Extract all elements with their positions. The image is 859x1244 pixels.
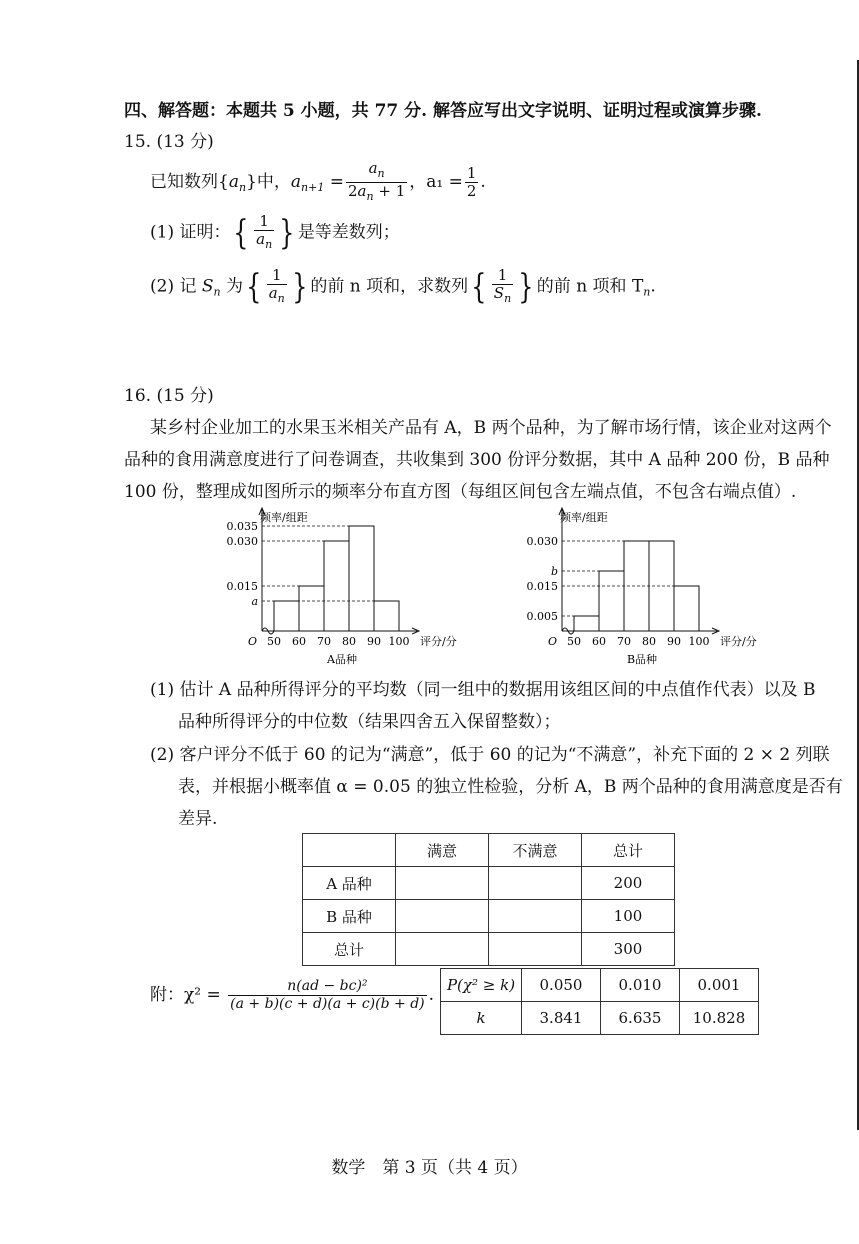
table-cell (396, 867, 489, 900)
origin-label: O (548, 635, 558, 648)
x-tick-label: 60 (292, 635, 306, 648)
y-tick-label: b (550, 565, 558, 578)
x-tick-label: 80 (642, 635, 656, 648)
table-cell: 200 (582, 867, 675, 900)
table-cell: A 品种 (303, 867, 396, 900)
section-header: 四、解答题：本题共 5 小题，共 77 分. 解答应写出文字说明、证明过程或演算步骤. (124, 101, 762, 121)
table-row (303, 933, 675, 966)
bar (349, 526, 374, 631)
q15-half-fraction: $\frac{1}{2}$ (466, 164, 477, 200)
table-row (303, 867, 675, 900)
q16-part2-line2: 表，并根据小概率值 α = 0.05 的独立性检验，分析 A，B 两个品种的食用满意度是否有 (178, 777, 843, 797)
q16-part2-line1: (2) 客户评分不低于 60 的记为“满意”，低于 60 的记为“不满意”，补充下面的 2 × 2 列联 (150, 745, 830, 765)
bar (374, 601, 399, 631)
x-tick-label: 90 (367, 635, 381, 648)
q15-part2-end: . (650, 276, 656, 297)
table-cell: 3.841 (522, 1002, 601, 1035)
table-cell (396, 933, 489, 966)
table-header: 满意 (396, 834, 489, 867)
y-axis-label: 频率/组距 (560, 511, 608, 524)
histogram-b (500, 505, 770, 665)
table-cell: 100 (582, 900, 675, 933)
y-tick-label: 0.015 (226, 580, 258, 593)
table-cell: 0.010 (601, 969, 680, 1002)
bar (574, 616, 599, 631)
q15-number: 15. (13 分) (124, 132, 214, 152)
page-footer: 数学 第 3 页（共 4 页） (331, 1158, 528, 1178)
table-cell: B 品种 (303, 900, 396, 933)
table-header: 不满意 (489, 834, 582, 867)
formula-prefix: 附：χ² = (150, 985, 221, 1005)
q15-recurrence-fraction: $\frac{a_n}{2a_n + 1}$ (348, 159, 406, 203)
table-cell (303, 834, 396, 867)
q15-part2-suffix: 的前 n 项和 T (536, 276, 644, 297)
table-cell (396, 900, 489, 933)
table-cell: k (441, 1002, 522, 1035)
q16-line3: 100 份，整理成如图所示的频率分布直方图（每组区间包含左端点值，不包含右端点值）. (124, 482, 797, 502)
x-axis-label: 评分/分 (420, 635, 457, 648)
table-cell: 0.001 (680, 969, 759, 1002)
q16-part2-line3: 差异. (178, 809, 218, 829)
contingency-table (302, 833, 675, 966)
q15-part1: (1) 证明：{ $\frac{1}{a_n}$ } 是等差数列； (150, 212, 400, 253)
table-cell: 300 (582, 933, 675, 966)
x-tick-label: 70 (317, 635, 331, 648)
q15-stem-mid: 中， (256, 172, 291, 192)
q16-number: 16. (15 分) (124, 386, 214, 406)
y-tick-label: 0.005 (526, 610, 558, 623)
q15-cond-a1: ，a₁ = (409, 172, 463, 192)
x-tick-label: 90 (667, 635, 681, 648)
y-tick-label: 0.035 (226, 520, 258, 533)
origin-label: O (248, 635, 258, 648)
formula-fraction: $\frac{\text{n(ad − bc)²}}{(a + b)(c + d)(a + c)(b + d)}$ (230, 978, 425, 1012)
x-tick-label: 50 (567, 635, 581, 648)
q15-part2-mid2: 的前 n 项和，求数列 (310, 276, 469, 297)
q15-stem-prefix: 已知数列 (150, 172, 218, 192)
q15-period: . (480, 172, 486, 192)
bar (274, 601, 299, 631)
q15-part2: (2) 记 $S_n$ 为{ $\frac{1}{a_n}$ } 的前 n 项和，求数列{ $\frac{1}{S_n}$ } 的前 n 项和 $T_n$. (150, 266, 656, 307)
x-tick-label: 100 (388, 635, 410, 648)
q15-stem: 已知数列$\{a_n\}$中，$a_{n+1}$ = $\frac{a_n}{2a_n + 1}$ ，a₁ = $\frac{1}{2}$ . (150, 159, 486, 203)
table-row (303, 900, 675, 933)
q16-part1-line2: 品种所得评分的中位数（结果四舍五入保留整数）； (178, 712, 561, 732)
x-axis-label: 评分/分 (720, 635, 757, 648)
table-cell (489, 933, 582, 966)
q16-line1: 某乡村企业加工的水果玉米相关产品有 A，B 两个品种，为了解市场行情，该企业对这两个 (150, 418, 832, 438)
table-cell: 10.828 (680, 1002, 759, 1035)
x-tick-label: 80 (342, 635, 356, 648)
table-cell: 6.635 (601, 1002, 680, 1035)
x-tick-label: 100 (688, 635, 710, 648)
y-axis-label: 频率/组距 (260, 511, 308, 524)
bar (324, 541, 349, 631)
table-cell (489, 900, 582, 933)
q15-part2-prefix: (2) 记 (150, 276, 202, 297)
table-row (441, 969, 759, 1002)
x-tick-label: 50 (267, 635, 281, 648)
x-tick-label: 70 (617, 635, 631, 648)
chart-title: B品种 (626, 653, 658, 665)
chi-square-formula (150, 978, 434, 1013)
bar (674, 586, 699, 631)
y-tick-label: a (251, 595, 258, 608)
table-row (303, 834, 675, 867)
y-tick-label: 0.030 (526, 535, 558, 548)
bar (599, 571, 624, 631)
histogram-a (200, 505, 470, 665)
q15-part1-suffix: 是等差数列； (297, 222, 400, 243)
table-row (441, 1002, 759, 1035)
bar (299, 586, 324, 631)
table-cell: 总计 (303, 933, 396, 966)
table-cell (489, 867, 582, 900)
table-cell: P(χ² ≥ k) (441, 969, 522, 1002)
y-tick-label: 0.015 (526, 580, 558, 593)
q15-part2-mid1: 为 (220, 276, 244, 297)
chart-title: A品种 (327, 653, 357, 665)
table-cell: 0.050 (522, 969, 601, 1002)
q16-line2: 品种的食用满意度进行了问卷调查，共收集到 300 份评分数据，其中 A 品种 200 份，B 品种 (124, 450, 830, 470)
x-tick-label: 60 (592, 635, 606, 648)
q15-seq-an: $\{a_n\}$ (218, 172, 257, 194)
probability-table (440, 968, 759, 1035)
q15-part1-prefix: (1) 证明： (150, 222, 231, 243)
y-tick-label: 0.030 (226, 535, 258, 548)
formula-end: . (428, 985, 435, 1005)
table-header: 总计 (582, 834, 675, 867)
q16-part1-line1: (1) 估计 A 品种所得评分的平均数（同一组中的数据用该组区间的中点值作代表）以及 B (150, 680, 816, 700)
